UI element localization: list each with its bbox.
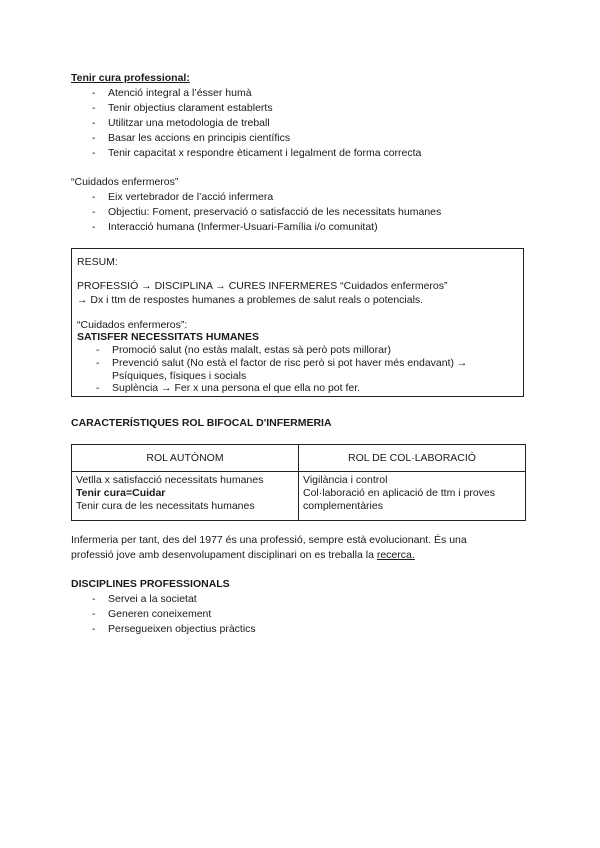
cell-line: Col·laboració en aplicació de ttm i proves	[303, 487, 496, 499]
list-dash: -	[92, 132, 96, 144]
cell-line: Tenir cura de les necessitats humanes	[76, 500, 255, 512]
list-dash: -	[92, 147, 96, 159]
list-dash: -	[92, 221, 96, 233]
cell-line: Vigilància i control	[303, 474, 388, 486]
roles-table	[71, 444, 526, 521]
list-item-continuation: Psíquiques, físiques i socials	[112, 370, 247, 382]
table-cell-autonom	[72, 472, 299, 521]
cell-line-bold: Tenir cura=Cuidar	[76, 487, 166, 499]
list-dash: -	[96, 382, 100, 394]
paragraph-line-2: professió jove amb desenvolupament disciplinari on es treballa la recerca.	[71, 549, 415, 561]
cuidados-heading: “Cuidados enfermeros”	[71, 176, 179, 188]
caracteristiques-heading: CARACTERÍSTIQUES ROL BIFOCAL D'INFERMERIA	[71, 417, 332, 429]
list-dash: -	[92, 117, 96, 129]
list-dash: -	[92, 191, 96, 203]
cell-line: complementàries	[303, 500, 383, 512]
resum-satisfer: SATISFER NECESSITATS HUMANES	[77, 331, 260, 343]
list-dash: -	[96, 344, 100, 356]
table-row	[72, 472, 526, 521]
disciplines-heading: DISCIPLINES PROFESSIONALS	[71, 578, 230, 590]
col-header-autonom: ROL AUTÒNOM	[72, 445, 299, 472]
cell-line: Vetlla x satisfacció necessitats humanes	[76, 474, 264, 486]
table-header-row	[72, 445, 526, 472]
list-dash: -	[92, 593, 96, 605]
col-header-col-laboracio: ROL DE COL·LABORACIÓ	[299, 445, 526, 472]
list-dash: -	[92, 87, 96, 99]
list-dash: -	[92, 608, 96, 620]
paragraph-line-1: Infermeria per tant, des del 1977 és una professió, sempre està evolucionant. És una	[71, 534, 467, 546]
resum-cuidados-label: “Cuidados enfermeros”:	[77, 319, 188, 331]
tenir-cura-heading: Tenir cura professional:	[71, 72, 190, 84]
list-dash: -	[96, 357, 100, 369]
table-cell-col-laboracio	[299, 472, 526, 521]
recerca-link[interactable]: recerca.	[376, 549, 415, 561]
list-dash: -	[92, 623, 96, 635]
resum-line-2: → Dx i ttm de respostes humanes a problemes de salut reals o potencials.	[77, 294, 424, 306]
list-dash: -	[92, 102, 96, 114]
document-page: Tenir cura professional: - Atenció integral a l’ésser humà - Tenir objectius clarament establerts - Utilitzar una metodologia de treball - Basar les accions en principis científics - Tenir capacitat x respondre èticament i legalment de forma correcta “Cuidados enfermeros” - Eix vertebrador de l’acció infermera - Objectiu: Foment, preservació o satisfacció de les necessitats humanes - Interacció humana (Infermer-Usuari-Família i/o comunitat) RESUM: PROFESSIÓ → DISCIPLINA → CURES INFERMERES “Cuidados enfermeros” → Dx i ttm de respostes humanes a problemes de salut reals o potencials. “Cuidados enfermeros”: SATISFER NECESSITATS HUMANES - Promoció salut (no estàs malalt, estas sà però pots millorar) - Prevenció salut (No està el factor de risc però si pot haver més endavant) → Psíquiques, físiques i socials - Suplència → Fer x una persona el que ella no pot fer. CARACTERÍSTIQUES ROL BIFOCAL D'INFERMERIA ROL AUTÒNOM ROL DE COL·LABORACIÓ Vetlla x satisfacció necessitats humanes Tenir cura=Cuidar Tenir cura de les necessitats humanes Vigilància i control Col·laboració en aplicació de ttm i proves complementàries Infermeria per tant, des del 1977 és una professió, sempre està evolucionant. És una professió jove amb desenvolupament disciplinari on es treballa la recerca. DISCIPLINES PROFESSIONALS - Servei a la societat - Generen coneixement - Persegueixen objectius pràctics	[0, 0, 600, 848]
resum-line-1: PROFESSIÓ → DISCIPLINA → CURES INFERMERES “Cuidados enfermeros”	[77, 280, 448, 292]
resum-title: RESUM:	[77, 256, 118, 268]
list-dash: -	[92, 206, 96, 218]
